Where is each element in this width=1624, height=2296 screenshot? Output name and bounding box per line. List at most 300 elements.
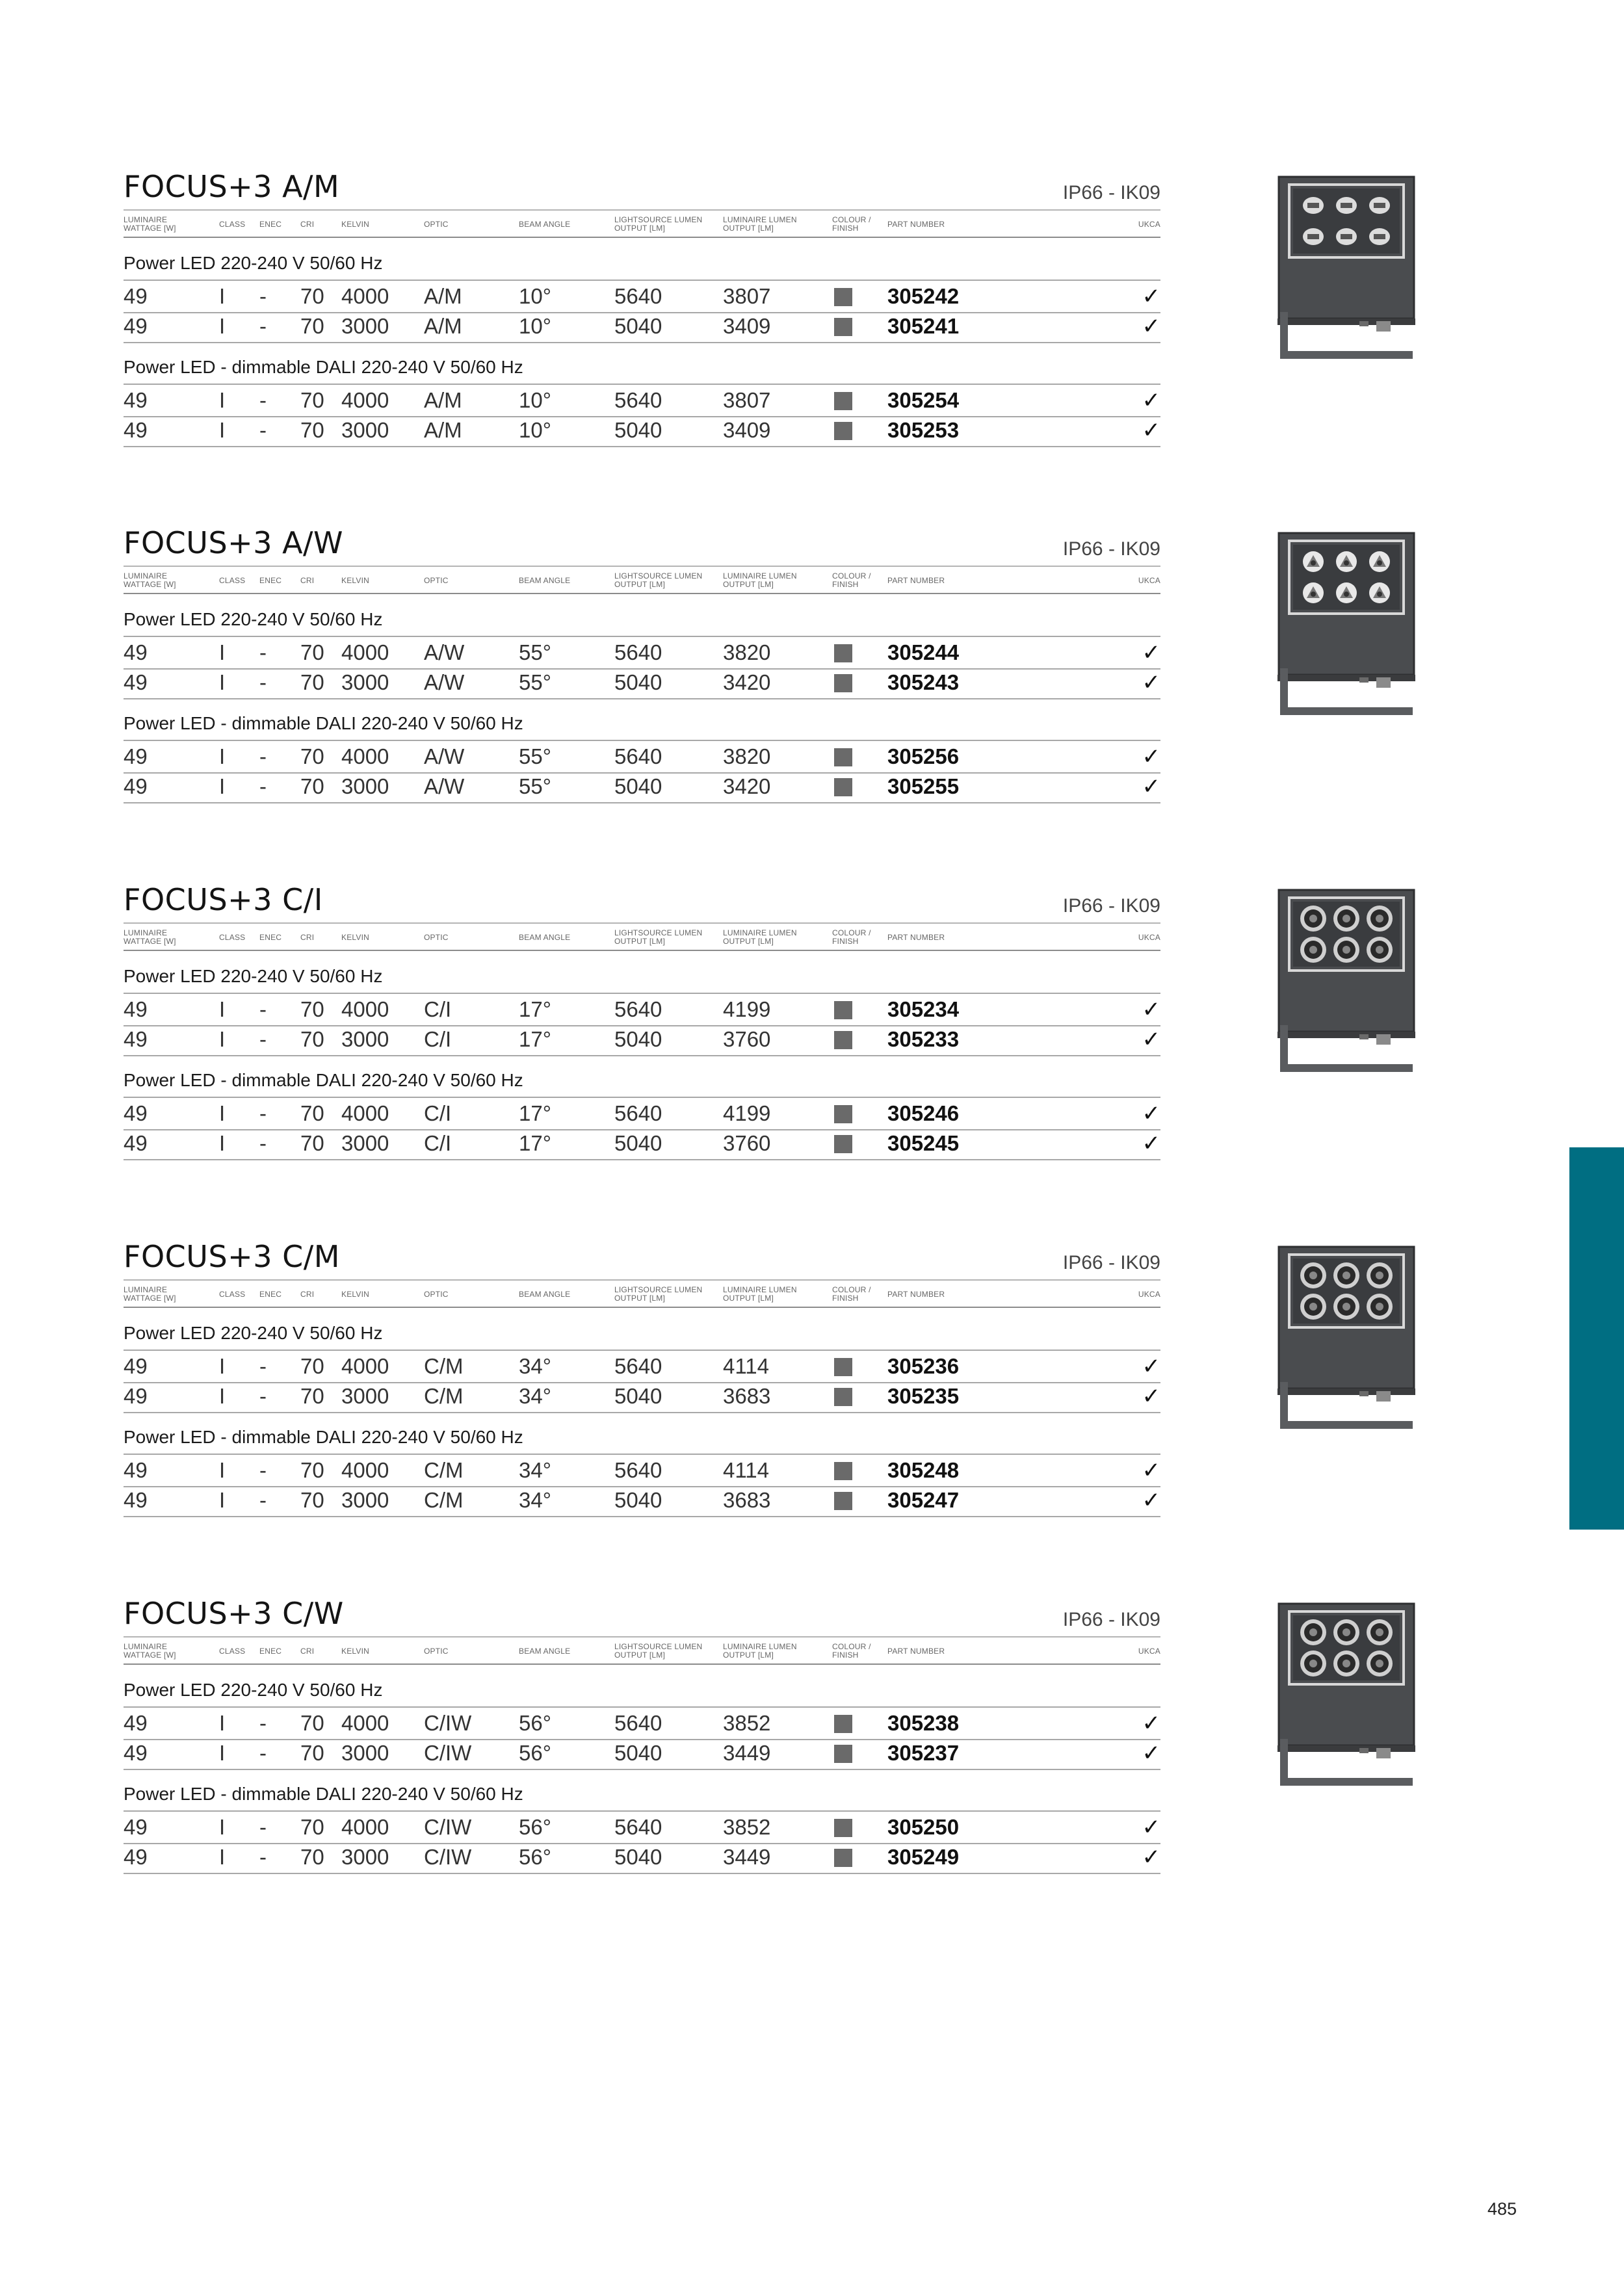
header-luminaire-lumen: LUMINAIRE LUMEN OUTPUT [LM] xyxy=(723,928,797,946)
header-beam-angle: BEAM ANGLE xyxy=(519,932,571,942)
cell-ls: 5640 xyxy=(614,744,662,768)
header-cri: CRI xyxy=(300,219,315,229)
table-row[interactable] xyxy=(124,1842,1160,1874)
ukca-check-icon: ✓ xyxy=(1142,1027,1160,1052)
finish-swatch xyxy=(834,674,852,692)
cell-beam: 34° xyxy=(519,1458,551,1482)
cell-optic: C/M xyxy=(424,1488,464,1512)
cell-lum: 3449 xyxy=(723,1845,771,1869)
title-divider xyxy=(124,209,1160,211)
chapter-tab[interactable] xyxy=(1569,1147,1624,1530)
cell-w: 49 xyxy=(124,1384,148,1408)
cell-cls: I xyxy=(219,670,226,694)
cell-cri: 70 xyxy=(300,774,324,798)
cell-k: 3000 xyxy=(341,418,389,442)
finish-swatch xyxy=(834,1492,852,1510)
cell-beam: 34° xyxy=(519,1384,551,1408)
cell-cri: 70 xyxy=(300,1354,324,1378)
title-divider xyxy=(124,922,1160,924)
finish-swatch xyxy=(834,1462,852,1480)
table-row[interactable] xyxy=(124,636,1160,670)
cell-ls: 5040 xyxy=(614,670,662,694)
product-image xyxy=(1277,1246,1415,1433)
page-number: 485 xyxy=(1487,2199,1517,2219)
cell-enec: - xyxy=(259,744,267,768)
part-number[interactable]: 305256 xyxy=(887,744,960,768)
cell-beam: 56° xyxy=(519,1711,551,1735)
part-number[interactable]: 305241 xyxy=(887,314,960,338)
cell-lum: 3807 xyxy=(723,284,771,308)
ukca-check-icon: ✓ xyxy=(1142,670,1160,695)
cell-lum: 3449 xyxy=(723,1741,771,1765)
table-row[interactable] xyxy=(124,311,1160,343)
cell-k: 3000 xyxy=(341,670,389,694)
part-number[interactable]: 305233 xyxy=(887,1027,960,1051)
finish-swatch xyxy=(834,1031,852,1049)
group-label: Power LED - dimmable DALI 220-240 V 50/60 Hz xyxy=(124,1427,523,1447)
cell-cls: I xyxy=(219,1384,226,1408)
header-class: CLASS xyxy=(219,932,246,942)
product-image xyxy=(1277,176,1415,363)
title-divider xyxy=(124,566,1160,567)
cell-beam: 55° xyxy=(519,774,551,798)
cell-optic: A/W xyxy=(424,774,465,798)
header-class: CLASS xyxy=(219,575,246,585)
part-number[interactable]: 305255 xyxy=(887,774,960,798)
part-number[interactable]: 305244 xyxy=(887,640,960,664)
header-colour-finish: COLOUR / FINISH xyxy=(832,215,871,233)
header-kelvin: KELVIN xyxy=(341,1646,369,1656)
cell-enec: - xyxy=(259,418,267,442)
cell-enec: - xyxy=(259,1845,267,1869)
cell-w: 49 xyxy=(124,284,148,308)
cell-k: 3000 xyxy=(341,1131,389,1155)
cell-cri: 70 xyxy=(300,1488,324,1512)
cell-ls: 5040 xyxy=(614,1384,662,1408)
finish-swatch xyxy=(834,1819,852,1837)
cell-w: 49 xyxy=(124,1488,148,1512)
cell-optic: A/W xyxy=(424,640,465,664)
table-row[interactable] xyxy=(124,384,1160,417)
cell-optic: C/IW xyxy=(424,1711,472,1735)
header-enec: ENEC xyxy=(259,932,282,942)
group-label: Power LED 220-240 V 50/60 Hz xyxy=(124,1323,383,1343)
cell-beam: 55° xyxy=(519,744,551,768)
ukca-check-icon: ✓ xyxy=(1142,997,1160,1022)
cell-w: 49 xyxy=(124,314,148,338)
table-row[interactable] xyxy=(124,1381,1160,1413)
ukca-check-icon: ✓ xyxy=(1142,1131,1160,1156)
header-enec: ENEC xyxy=(259,1646,282,1656)
header-luminaire-lumen: LUMINAIRE LUMEN OUTPUT [LM] xyxy=(723,571,797,589)
cell-cri: 70 xyxy=(300,1384,324,1408)
table-row[interactable] xyxy=(124,771,1160,803)
header-lightsource-lumen: LIGHTSOURCE LUMEN OUTPUT [LM] xyxy=(614,571,703,589)
cell-enec: - xyxy=(259,1354,267,1378)
cell-cls: I xyxy=(219,1131,226,1155)
part-number[interactable]: 305254 xyxy=(887,388,960,412)
cell-optic: A/M xyxy=(424,314,462,338)
cell-enec: - xyxy=(259,1458,267,1482)
cell-cri: 70 xyxy=(300,314,324,338)
cell-enec: - xyxy=(259,1711,267,1735)
ukca-check-icon: ✓ xyxy=(1142,1354,1160,1379)
cell-cri: 70 xyxy=(300,1027,324,1051)
cell-lum: 4114 xyxy=(723,1458,769,1482)
cell-ls: 5640 xyxy=(614,1815,662,1839)
cell-ls: 5040 xyxy=(614,774,662,798)
cell-cls: I xyxy=(219,1815,226,1839)
cell-optic: C/I xyxy=(424,997,452,1021)
cell-cls: I xyxy=(219,640,226,664)
part-number[interactable]: 305234 xyxy=(887,997,960,1021)
cell-optic: A/M xyxy=(424,284,462,308)
group-label: Power LED - dimmable DALI 220-240 V 50/60 Hz xyxy=(124,1784,523,1804)
header-wattage: LUMINAIRE WATTAGE [W] xyxy=(124,215,176,233)
title-divider xyxy=(124,1636,1160,1637)
header-lightsource-lumen: LIGHTSOURCE LUMEN OUTPUT [LM] xyxy=(614,215,703,233)
header-wattage: LUMINAIRE WATTAGE [W] xyxy=(124,1642,176,1660)
header-optic: OPTIC xyxy=(424,575,449,585)
cell-k: 4000 xyxy=(341,284,389,308)
cell-k: 4000 xyxy=(341,1711,389,1735)
header-lightsource-lumen: LIGHTSOURCE LUMEN OUTPUT [LM] xyxy=(614,1642,703,1660)
cell-w: 49 xyxy=(124,1354,148,1378)
cell-lum: 3807 xyxy=(723,388,771,412)
finish-swatch xyxy=(834,288,852,306)
cell-enec: - xyxy=(259,1815,267,1839)
cell-enec: - xyxy=(259,997,267,1021)
cell-ls: 5040 xyxy=(614,1131,662,1155)
cell-ls: 5640 xyxy=(614,1101,662,1125)
header-kelvin: KELVIN xyxy=(341,575,369,585)
header-part-number: PART NUMBER xyxy=(887,1289,945,1299)
cell-beam: 55° xyxy=(519,640,551,664)
group-label: Power LED - dimmable DALI 220-240 V 50/60 Hz xyxy=(124,713,523,733)
cell-cri: 70 xyxy=(300,1815,324,1839)
cell-cri: 70 xyxy=(300,1458,324,1482)
cell-lum: 3760 xyxy=(723,1131,771,1155)
cell-lum: 3420 xyxy=(723,774,771,798)
part-number[interactable]: 305247 xyxy=(887,1488,960,1512)
table-row[interactable] xyxy=(124,1706,1160,1740)
cell-cri: 70 xyxy=(300,640,324,664)
part-number[interactable]: 305245 xyxy=(887,1131,960,1155)
cell-cri: 70 xyxy=(300,388,324,412)
ukca-check-icon: ✓ xyxy=(1142,1815,1160,1840)
cell-k: 3000 xyxy=(341,1027,389,1051)
header-part-number: PART NUMBER xyxy=(887,932,945,942)
header-divider xyxy=(124,1663,1160,1665)
table-row[interactable] xyxy=(124,740,1160,774)
cell-ls: 5640 xyxy=(614,640,662,664)
cell-optic: C/M xyxy=(424,1354,464,1378)
header-optic: OPTIC xyxy=(424,932,449,942)
cell-k: 4000 xyxy=(341,1101,389,1125)
header-divider xyxy=(124,237,1160,238)
header-lightsource-lumen: LIGHTSOURCE LUMEN OUTPUT [LM] xyxy=(614,1285,703,1303)
header-colour-finish: COLOUR / FINISH xyxy=(832,1642,871,1660)
cell-lum: 3852 xyxy=(723,1711,771,1735)
cell-w: 49 xyxy=(124,774,148,798)
finish-swatch xyxy=(834,318,852,336)
finish-swatch xyxy=(834,748,852,766)
cell-k: 4000 xyxy=(341,997,389,1021)
cell-cls: I xyxy=(219,1711,226,1735)
header-cri: CRI xyxy=(300,1289,315,1299)
group-label: Power LED - dimmable DALI 220-240 V 50/60 Hz xyxy=(124,1070,523,1090)
header-kelvin: KELVIN xyxy=(341,219,369,229)
finish-swatch xyxy=(834,392,852,410)
table-row[interactable] xyxy=(124,415,1160,447)
finish-swatch xyxy=(834,1388,852,1406)
finish-swatch xyxy=(834,778,852,796)
cell-optic: A/W xyxy=(424,670,465,694)
table-row[interactable] xyxy=(124,1485,1160,1517)
cell-w: 49 xyxy=(124,1711,148,1735)
section-title: FOCUS+3 A/W xyxy=(124,525,344,560)
cell-beam: 56° xyxy=(519,1815,551,1839)
cell-enec: - xyxy=(259,1488,267,1512)
cell-optic: C/IW xyxy=(424,1741,472,1765)
ukca-check-icon: ✓ xyxy=(1142,1488,1160,1513)
cell-w: 49 xyxy=(124,1131,148,1155)
cell-cls: I xyxy=(219,997,226,1021)
asymmetric-m-lens-icon xyxy=(1277,176,1415,363)
header-beam-angle: BEAM ANGLE xyxy=(519,575,571,585)
cell-beam: 56° xyxy=(519,1845,551,1869)
cell-cls: I xyxy=(219,1845,226,1869)
part-number[interactable]: 305235 xyxy=(887,1384,960,1408)
part-number[interactable]: 305246 xyxy=(887,1101,960,1125)
cell-w: 49 xyxy=(124,388,148,412)
cell-enec: - xyxy=(259,1027,267,1051)
cell-enec: - xyxy=(259,670,267,694)
cell-ls: 5040 xyxy=(614,1741,662,1765)
cell-cri: 70 xyxy=(300,1845,324,1869)
cell-enec: - xyxy=(259,774,267,798)
group-label: Power LED 220-240 V 50/60 Hz xyxy=(124,966,383,986)
group-label: Power LED 220-240 V 50/60 Hz xyxy=(124,1680,383,1700)
ukca-check-icon: ✓ xyxy=(1142,284,1160,309)
product-image xyxy=(1277,889,1415,1076)
cell-lum: 3409 xyxy=(723,314,771,338)
product-image xyxy=(1277,1602,1415,1790)
cell-ls: 5640 xyxy=(614,1354,662,1378)
cell-w: 49 xyxy=(124,670,148,694)
header-colour-finish: COLOUR / FINISH xyxy=(832,928,871,946)
header-luminaire-lumen: LUMINAIRE LUMEN OUTPUT [LM] xyxy=(723,1285,797,1303)
cell-lum: 4114 xyxy=(723,1354,769,1378)
header-divider xyxy=(124,1307,1160,1308)
header-optic: OPTIC xyxy=(424,1289,449,1299)
ukca-check-icon: ✓ xyxy=(1142,1384,1160,1409)
cell-k: 3000 xyxy=(341,1384,389,1408)
cell-cls: I xyxy=(219,314,226,338)
cell-optic: C/IW xyxy=(424,1815,472,1839)
table-row[interactable] xyxy=(124,1810,1160,1844)
cell-k: 3000 xyxy=(341,774,389,798)
cell-cls: I xyxy=(219,418,226,442)
part-number[interactable]: 305250 xyxy=(887,1815,960,1839)
cell-ls: 5640 xyxy=(614,1711,662,1735)
cell-enec: - xyxy=(259,388,267,412)
title-divider xyxy=(124,1279,1160,1281)
ukca-check-icon: ✓ xyxy=(1142,314,1160,339)
header-ukca: UKCA xyxy=(1138,1289,1160,1299)
product-section xyxy=(124,1597,1160,1870)
cell-lum: 3852 xyxy=(723,1815,771,1839)
cell-lum: 3683 xyxy=(723,1488,771,1512)
cell-beam: 17° xyxy=(519,1131,551,1155)
part-number[interactable]: 305236 xyxy=(887,1354,960,1378)
cell-k: 4000 xyxy=(341,744,389,768)
cell-beam: 17° xyxy=(519,1027,551,1051)
header-enec: ENEC xyxy=(259,575,282,585)
finish-swatch xyxy=(834,1745,852,1763)
cell-beam: 34° xyxy=(519,1488,551,1512)
cell-k: 3000 xyxy=(341,1741,389,1765)
cell-optic: C/M xyxy=(424,1384,464,1408)
finish-swatch xyxy=(834,644,852,662)
cell-beam: 17° xyxy=(519,997,551,1021)
asymmetric-w-lens-icon xyxy=(1277,532,1415,719)
cell-cls: I xyxy=(219,1101,226,1125)
cell-k: 3000 xyxy=(341,1488,389,1512)
header-beam-angle: BEAM ANGLE xyxy=(519,1646,571,1656)
cell-cri: 70 xyxy=(300,744,324,768)
table-row[interactable] xyxy=(124,1024,1160,1056)
header-divider xyxy=(124,950,1160,951)
part-number[interactable]: 305253 xyxy=(887,418,960,442)
header-optic: OPTIC xyxy=(424,1646,449,1656)
cell-k: 4000 xyxy=(341,1458,389,1482)
cell-cls: I xyxy=(219,774,226,798)
cell-ls: 5040 xyxy=(614,1488,662,1512)
cell-beam: 55° xyxy=(519,670,551,694)
finish-swatch xyxy=(834,1715,852,1733)
table-row[interactable] xyxy=(124,1738,1160,1770)
cell-cls: I xyxy=(219,744,226,768)
cell-lum: 3683 xyxy=(723,1384,771,1408)
product-section xyxy=(124,1240,1160,1513)
cell-k: 4000 xyxy=(341,1354,389,1378)
cell-w: 49 xyxy=(124,1101,148,1125)
table-row[interactable] xyxy=(124,993,1160,1026)
cell-enec: - xyxy=(259,314,267,338)
cell-optic: C/IW xyxy=(424,1845,472,1869)
section-title: FOCUS+3 C/I xyxy=(124,882,323,917)
cell-optic: A/M xyxy=(424,418,462,442)
group-label: Power LED 220-240 V 50/60 Hz xyxy=(124,253,383,273)
cell-beam: 10° xyxy=(519,314,551,338)
header-kelvin: KELVIN xyxy=(341,932,369,942)
header-enec: ENEC xyxy=(259,219,282,229)
cell-enec: - xyxy=(259,1384,267,1408)
cell-w: 49 xyxy=(124,418,148,442)
product-section xyxy=(124,527,1160,800)
header-class: CLASS xyxy=(219,1646,246,1656)
table-row[interactable] xyxy=(124,1128,1160,1160)
cell-ls: 5640 xyxy=(614,388,662,412)
header-divider xyxy=(124,593,1160,594)
cell-beam: 10° xyxy=(519,284,551,308)
ukca-check-icon: ✓ xyxy=(1142,418,1160,443)
part-number[interactable]: 305242 xyxy=(887,284,960,308)
group-label: Power LED - dimmable DALI 220-240 V 50/60 Hz xyxy=(124,357,523,377)
part-number[interactable]: 305248 xyxy=(887,1458,960,1482)
cell-lum: 3820 xyxy=(723,744,771,768)
header-cri: CRI xyxy=(300,1646,315,1656)
cell-lum: 4199 xyxy=(723,997,771,1021)
cell-lum: 4199 xyxy=(723,1101,771,1125)
header-cri: CRI xyxy=(300,575,315,585)
cell-ls: 5640 xyxy=(614,284,662,308)
cell-optic: A/M xyxy=(424,388,462,412)
finish-swatch xyxy=(834,1105,852,1123)
cell-ls: 5040 xyxy=(614,418,662,442)
header-lightsource-lumen: LIGHTSOURCE LUMEN OUTPUT [LM] xyxy=(614,928,703,946)
cell-cri: 70 xyxy=(300,997,324,1021)
section-title: FOCUS+3 A/M xyxy=(124,169,340,204)
cell-cri: 70 xyxy=(300,284,324,308)
table-row[interactable] xyxy=(124,1350,1160,1383)
cell-enec: - xyxy=(259,1131,267,1155)
table-row[interactable] xyxy=(124,280,1160,313)
product-image xyxy=(1277,532,1415,719)
cell-beam: 34° xyxy=(519,1354,551,1378)
cell-cri: 70 xyxy=(300,1101,324,1125)
table-row[interactable] xyxy=(124,1454,1160,1487)
part-number[interactable]: 305238 xyxy=(887,1711,960,1735)
header-class: CLASS xyxy=(219,1289,246,1299)
part-number[interactable]: 305243 xyxy=(887,670,960,694)
cell-lum: 3820 xyxy=(723,640,771,664)
cell-ls: 5040 xyxy=(614,1027,662,1051)
cell-cls: I xyxy=(219,284,226,308)
cell-beam: 10° xyxy=(519,418,551,442)
header-luminaire-lumen: LUMINAIRE LUMEN OUTPUT [LM] xyxy=(723,215,797,233)
cell-w: 49 xyxy=(124,1027,148,1051)
cell-cls: I xyxy=(219,388,226,412)
cell-w: 49 xyxy=(124,640,148,664)
cell-optic: C/I xyxy=(424,1027,452,1051)
cell-ls: 5640 xyxy=(614,997,662,1021)
header-kelvin: KELVIN xyxy=(341,1289,369,1299)
cell-w: 49 xyxy=(124,1845,148,1869)
cell-optic: A/W xyxy=(424,744,465,768)
cell-enec: - xyxy=(259,284,267,308)
cell-w: 49 xyxy=(124,1458,148,1482)
ukca-check-icon: ✓ xyxy=(1142,744,1160,769)
cell-optic: C/I xyxy=(424,1131,452,1155)
header-wattage: LUMINAIRE WATTAGE [W] xyxy=(124,928,176,946)
cell-enec: - xyxy=(259,1741,267,1765)
header-luminaire-lumen: LUMINAIRE LUMEN OUTPUT [LM] xyxy=(723,1642,797,1660)
header-ukca: UKCA xyxy=(1138,575,1160,585)
ukca-check-icon: ✓ xyxy=(1142,388,1160,413)
part-number[interactable]: 305237 xyxy=(887,1741,960,1765)
cell-lum: 3409 xyxy=(723,418,771,442)
table-row[interactable] xyxy=(124,1097,1160,1130)
cell-cls: I xyxy=(219,1027,226,1051)
header-beam-angle: BEAM ANGLE xyxy=(519,219,571,229)
part-number[interactable]: 305249 xyxy=(887,1845,960,1869)
cell-cri: 70 xyxy=(300,418,324,442)
table-row[interactable] xyxy=(124,667,1160,699)
header-colour-finish: COLOUR / FINISH xyxy=(832,571,871,589)
header-part-number: PART NUMBER xyxy=(887,219,945,229)
